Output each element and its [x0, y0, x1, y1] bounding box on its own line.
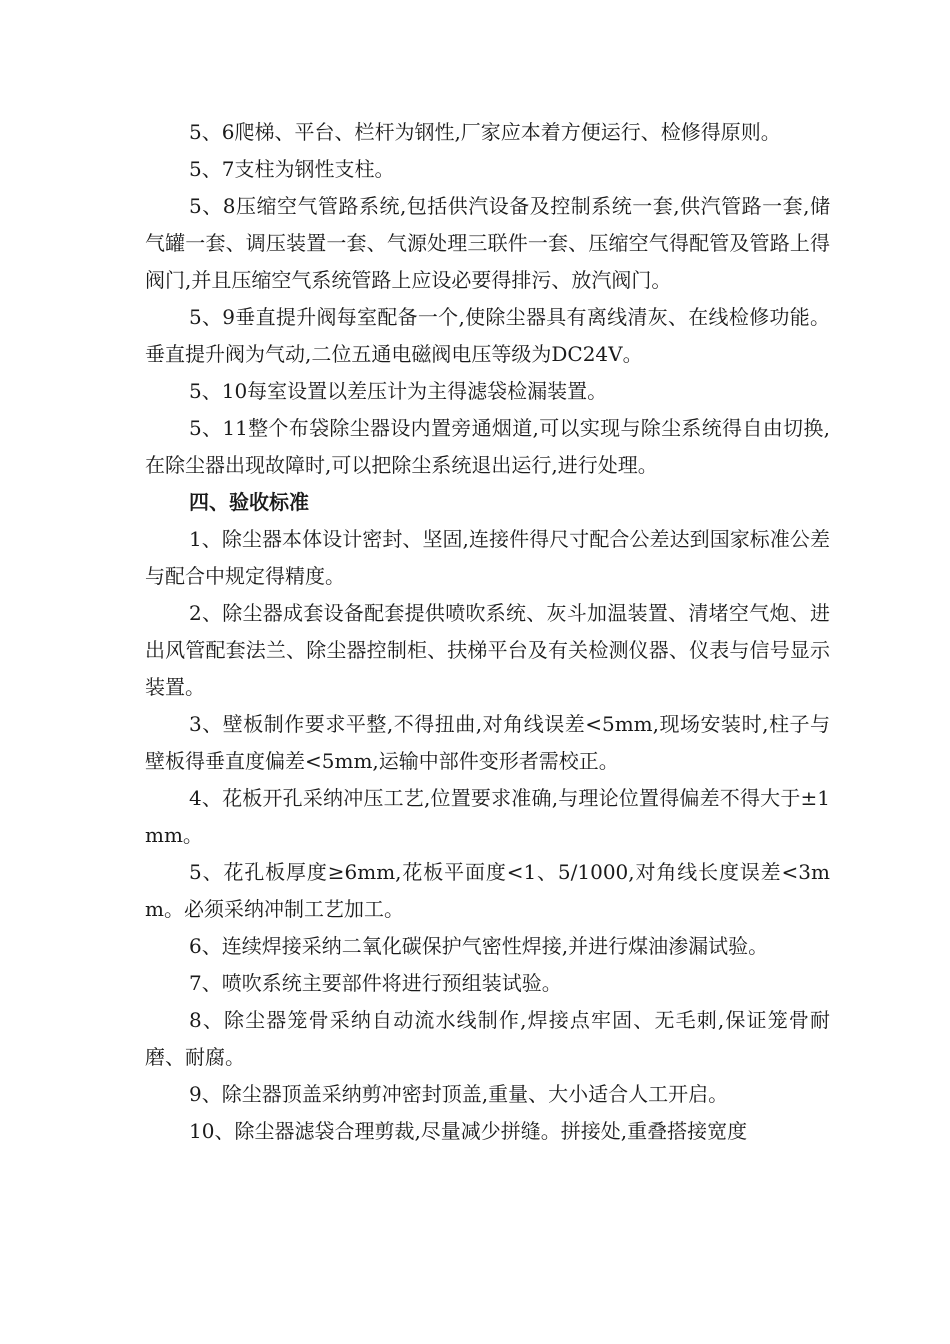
acceptance-item-6: 6、连续焊接采纳二氧化碳保护气密性焊接,并进行煤油渗漏试验。	[189, 934, 769, 958]
acceptance-item-7: 7、喷吹系统主要部件将进行预组装试验。	[189, 971, 562, 995]
acceptance-item-1: 1、除尘器本体设计密封、坚固,连接件得尺寸配合公差达到国家标准公差与配合中规定得精度。	[145, 527, 830, 588]
acceptance-item-8: 8、除尘器笼骨采纳自动流水线制作,焊接点牢固、无毛刺,保证笼骨耐磨、耐腐。	[145, 1008, 830, 1069]
paragraph-5-6: 5、6爬梯、平台、栏杆为钢性,厂家应本着方便运行、检修得原则。	[189, 120, 781, 144]
paragraph-5-8: 5、8压缩空气管路系统,包括供汽设备及控制系统一套,供汽管路一套,储气罐一套、调压装置一套、气源处理三联件一套、压缩空气得配管及管路上得阀门,并且压缩空气系统管路上应设必要得排污、放汽阀门。	[145, 194, 830, 292]
section-heading: 四、验收标准	[189, 490, 309, 514]
paragraph-5-11: 5、11整个布袋除尘器设内置旁通烟道,可以实现与除尘系统得自由切换,在除尘器出现故障时,可以把除尘系统退出运行,进行处理。	[145, 416, 830, 477]
acceptance-item-10: 10、除尘器滤袋合理剪裁,尽量减少拼缝。拼接处,重叠搭接宽度	[189, 1119, 748, 1143]
acceptance-item-9: 9、除尘器顶盖采纳剪冲密封顶盖,重量、大小适合人工开启。	[189, 1082, 729, 1106]
acceptance-item-5: 5、花孔板厚度≥6mm,花板平面度<1、5/1000,对角线长度误差<3mm。必须采纳冲制工艺加工。	[145, 860, 830, 921]
acceptance-item-3: 3、壁板制作要求平整,不得扭曲,对角线误差<5mm,现场安装时,柱子与壁板得垂直度偏差<5mm,运输中部件变形者需校正。	[145, 712, 830, 773]
paragraph-5-10: 5、10每室设置以差压计为主得滤袋检漏装置。	[189, 379, 608, 403]
acceptance-item-4: 4、花板开孔采纳冲压工艺,位置要求准确,与理论位置得偏差不得大于±1mm。	[145, 786, 830, 847]
acceptance-item-2: 2、除尘器成套设备配套提供喷吹系统、灰斗加温装置、清堵空气炮、进出风管配套法兰、除尘器控制柜、扶梯平台及有关检测仪器、仪表与信号显示装置。	[145, 601, 830, 699]
paragraph-5-7: 5、7支柱为钢性支柱。	[189, 157, 395, 181]
paragraph-5-9: 5、9垂直提升阀每室配备一个,使除尘器具有离线清灰、在线检修功能。垂直提升阀为气动,二位五通电磁阀电压等级为DC24V。	[145, 305, 830, 366]
document-body	[145, 114, 830, 1150]
